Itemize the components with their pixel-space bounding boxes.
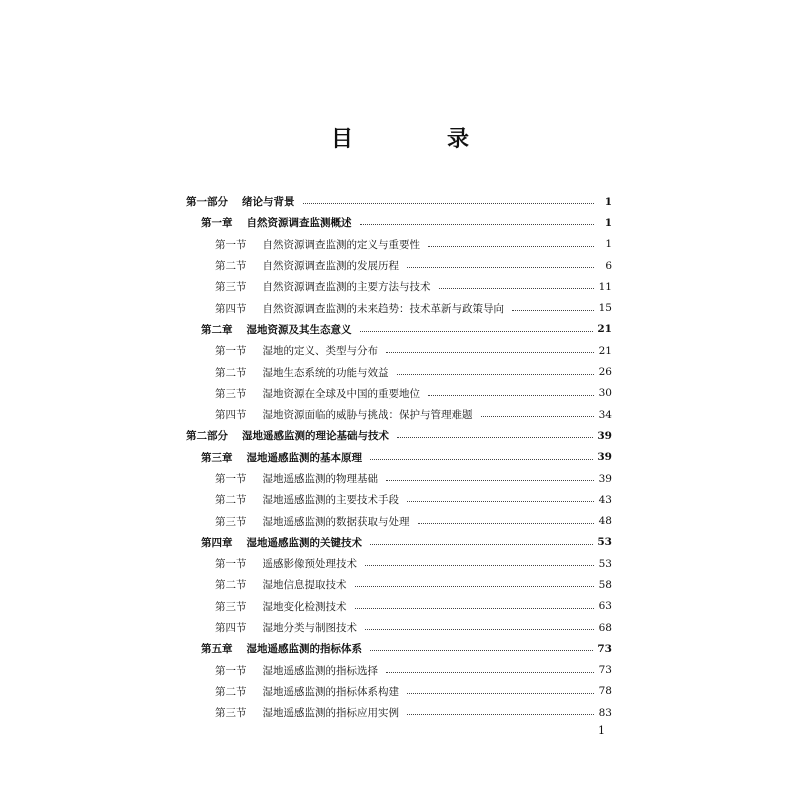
toc-entry-section[interactable] (186, 660, 612, 681)
dot-leader (370, 650, 593, 651)
dot-leader (365, 629, 594, 630)
dot-leader (428, 246, 594, 247)
dot-leader (407, 714, 594, 715)
toc-entry-page: 73 (597, 642, 612, 655)
toc-entry-chapter[interactable] (186, 532, 612, 553)
toc-entry-page: 53 (598, 557, 612, 570)
toc-entry-page: 39 (598, 472, 612, 485)
toc-entry-title: 绪论与背景 (242, 196, 295, 209)
toc-entry-page: 39 (597, 429, 612, 442)
dot-leader (370, 544, 593, 545)
toc-entry-page: 34 (598, 408, 612, 421)
dot-leader (407, 501, 594, 502)
dot-leader (428, 395, 594, 396)
dot-leader (418, 523, 595, 524)
toc-entry-label: 第三节 (215, 707, 247, 720)
toc-entry-label: 第三节 (215, 515, 247, 528)
dot-leader (370, 459, 593, 460)
toc-entry-title: 湿地资源面临的威胁与挑战：保护与管理难题 (262, 409, 473, 422)
toc-entry-title: 湿地遥感监测的关键技术 (246, 536, 362, 549)
dot-leader (481, 416, 595, 417)
toc-entry-page: 58 (598, 578, 612, 591)
toc-entry-section[interactable] (186, 596, 612, 617)
toc-entry-page: 68 (598, 621, 612, 634)
dot-leader (397, 374, 595, 375)
toc-entry-title: 湿地变化检测技术 (262, 600, 347, 613)
dot-leader (355, 586, 595, 587)
toc-entry-section[interactable] (186, 553, 612, 574)
toc-entry-section[interactable] (186, 617, 612, 638)
toc-entry-label: 第五章 (201, 643, 233, 656)
toc-entry-label: 第四节 (215, 622, 247, 635)
toc-entry-section[interactable] (186, 404, 612, 425)
toc-entry-label: 第四节 (215, 409, 247, 422)
toc-entry-label: 第二章 (201, 323, 233, 336)
toc-entry-label: 第二节 (215, 366, 247, 379)
toc-entry-label: 第一节 (215, 664, 247, 677)
toc-entry-label: 第一节 (215, 473, 247, 485)
toc-entry-label: 第一节 (215, 345, 247, 358)
toc-entry-section[interactable] (186, 681, 612, 702)
dot-leader (365, 565, 594, 566)
toc-entry-page: 1 (605, 238, 612, 251)
toc-entry-label: 第三章 (201, 451, 233, 464)
dot-leader (407, 693, 594, 694)
toc-entry-title: 湿地分类与制图技术 (262, 622, 357, 635)
toc-entry-label: 第二部分 (186, 430, 228, 443)
toc-entry-page: 6 (605, 259, 612, 272)
toc-entry-page: 15 (598, 302, 612, 315)
toc-entry-title: 自然资源调查监测的主要方法与技术 (262, 281, 431, 294)
toc-entry-section[interactable] (186, 340, 612, 361)
toc-entry-part[interactable] (186, 425, 612, 446)
dot-leader (512, 310, 594, 311)
toc-entry-title: 自然资源调查监测的发展历程 (262, 260, 399, 273)
toc-entry-page: 78 (598, 685, 612, 698)
toc-entry-label: 第三节 (215, 387, 247, 400)
toc-entry-title: 湿地遥感监测的指标应用实例 (262, 707, 399, 720)
toc-entry-title: 湿地资源及其生态意义 (246, 323, 352, 336)
toc-entry-section[interactable] (186, 702, 612, 723)
toc-entry-title: 湿地生态系统的功能与效益 (262, 366, 389, 379)
toc-entry-page: 63 (598, 600, 612, 613)
toc-entry-section[interactable] (186, 383, 612, 404)
toc-entry-page: 21 (597, 323, 612, 336)
toc-entry-section[interactable] (186, 276, 612, 297)
toc-entry-label: 第一章 (201, 217, 233, 230)
dot-leader (303, 203, 595, 204)
toc-entry-title: 自然资源调查监测的未来趋势：技术革新与政策导向 (262, 302, 504, 315)
toc-entry-chapter[interactable] (186, 638, 612, 659)
toc-entry-page: 1 (604, 195, 612, 208)
toc-entry-label: 第二节 (215, 685, 247, 698)
toc-entry-page: 43 (598, 493, 612, 506)
toc-entry-section[interactable] (186, 489, 612, 510)
toc-entry-chapter[interactable] (186, 319, 612, 340)
toc-entry-part[interactable] (186, 191, 612, 212)
page-title: 目 录 (330, 127, 505, 152)
toc-entry-page: 73 (598, 664, 612, 677)
toc-entry-title: 湿地遥感监测的指标选择 (262, 664, 378, 677)
dot-leader (397, 437, 593, 438)
toc-entry-label: 第三节 (215, 600, 247, 613)
table-of-contents (186, 191, 612, 723)
toc-entry-title: 湿地信息提取技术 (262, 579, 347, 592)
toc-entry-section[interactable] (186, 234, 612, 255)
toc-entry-label: 第二节 (215, 494, 247, 507)
toc-entry-label: 第二节 (215, 579, 247, 592)
dot-leader (386, 672, 594, 673)
toc-entry-page: 1 (604, 216, 612, 229)
toc-entry-section[interactable] (186, 468, 612, 489)
toc-entry-title: 湿地资源在全球及中国的重要地位 (262, 387, 420, 400)
toc-entry-title: 湿地遥感监测的指标体系构建 (262, 685, 399, 698)
toc-entry-label: 第三节 (215, 281, 247, 294)
toc-entry-section[interactable] (186, 510, 612, 531)
toc-entry-section[interactable] (186, 255, 612, 276)
toc-entry-title: 自然资源调查监测的定义与重要性 (262, 238, 420, 251)
dot-leader (355, 608, 595, 609)
toc-entry-page: 48 (598, 515, 612, 528)
toc-entry-section[interactable] (186, 361, 612, 382)
toc-entry-title: 湿地遥感监测的数据获取与处理 (262, 515, 410, 528)
toc-entry-section[interactable] (186, 297, 612, 318)
dot-leader (386, 352, 594, 353)
toc-entry-page: 21 (598, 344, 612, 357)
toc-entry-page: 53 (597, 536, 612, 549)
toc-entry-label: 第一节 (215, 558, 247, 571)
toc-entry-page: 26 (598, 366, 612, 379)
toc-entry-label: 第一节 (215, 238, 247, 251)
toc-entry-title: 湿地遥感监测的指标体系 (246, 643, 362, 656)
page-number: 1 (598, 724, 605, 737)
dot-leader (439, 288, 595, 289)
toc-entry-page: 83 (598, 706, 612, 719)
toc-entry-chapter[interactable] (186, 212, 612, 233)
toc-entry-page: 39 (597, 451, 612, 464)
dot-leader (386, 480, 594, 481)
toc-entry-title: 湿地遥感监测的基本原理 (246, 451, 362, 464)
dot-leader (360, 331, 594, 332)
dot-leader (407, 267, 594, 268)
toc-entry-title: 湿地遥感监测的主要技术手段 (262, 494, 399, 507)
toc-entry-title: 自然资源调查监测概述 (246, 217, 352, 230)
toc-entry-chapter[interactable] (186, 447, 612, 468)
toc-entry-page: 11 (598, 280, 612, 293)
toc-entry-title: 遥感影像预处理技术 (262, 558, 357, 571)
toc-entry-section[interactable] (186, 574, 612, 595)
toc-entry-label: 第二节 (215, 260, 247, 273)
toc-entry-title: 湿地的定义、类型与分布 (262, 345, 378, 358)
toc-entry-title: 湿地遥感监测的理论基础与技术 (242, 430, 389, 443)
toc-entry-label: 第四节 (215, 302, 247, 315)
dot-leader (360, 224, 595, 225)
toc-entry-title: 湿地遥感监测的物理基础 (262, 473, 378, 485)
toc-entry-label: 第一部分 (186, 196, 228, 209)
toc-entry-label: 第四章 (201, 536, 233, 549)
toc-entry-page: 30 (598, 387, 612, 400)
